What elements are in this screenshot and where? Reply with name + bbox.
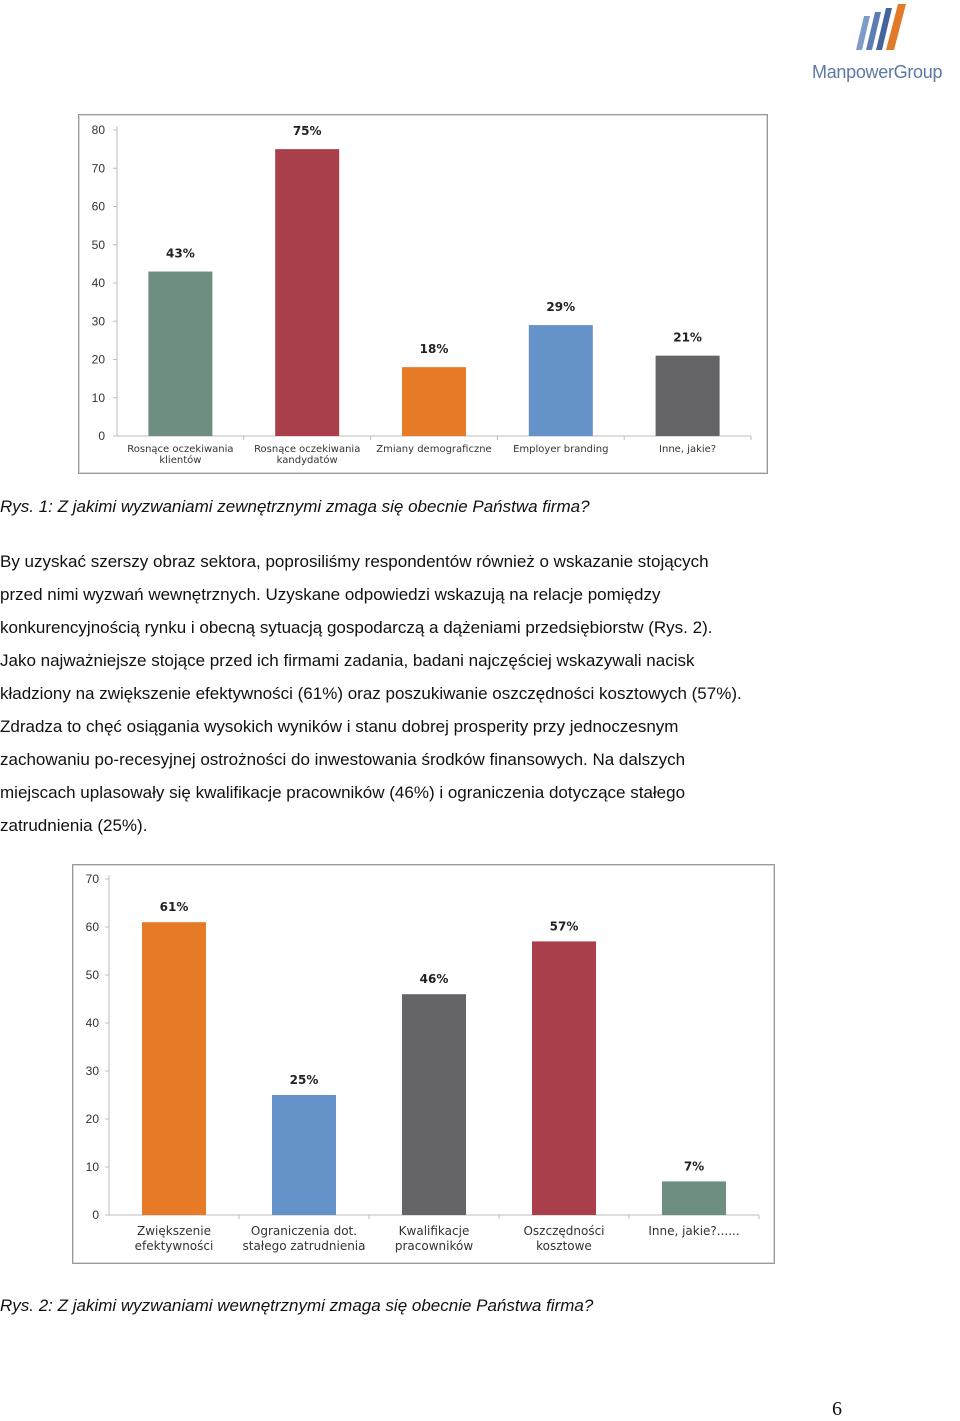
y-tick-label: 0 — [92, 1208, 99, 1222]
x-category-label: Inne, jakie?...... — [648, 1224, 740, 1238]
data-label: 29% — [546, 300, 576, 315]
y-tick-label: 40 — [91, 276, 105, 290]
y-tick-label: 80 — [91, 123, 105, 137]
x-category-label: kandydatów — [276, 455, 338, 466]
body-line: Zdradza to chęć osiągania wysokich wyników i stanu dobrej prosperity przy jednoczesnym — [0, 717, 679, 736]
logo-stripes-icon — [848, 2, 918, 54]
figure-1-caption: Rys. 1: Z jakimi wyzwaniami zewnętrznymi zmaga się obecnie Państwa firma? — [0, 497, 590, 516]
x-category-label: Oszczędności — [523, 1224, 605, 1238]
bar — [142, 922, 206, 1215]
x-category-label: efektywności — [134, 1239, 214, 1253]
bar — [148, 272, 212, 436]
y-tick-label: 20 — [85, 1112, 99, 1126]
data-label: 43% — [166, 246, 195, 261]
bar — [272, 1095, 336, 1215]
bar — [275, 149, 339, 436]
external-challenges-chart-svg — [79, 115, 767, 473]
data-label: 57% — [549, 919, 579, 934]
bar — [532, 941, 596, 1215]
y-tick-label: 60 — [91, 199, 105, 214]
body-line: By uzyskać szerszy obraz sektora, poprosiliśmy respondentów również o wskazanie stojących — [0, 552, 709, 571]
data-label: 61% — [159, 900, 189, 915]
y-tick-label: 0 — [98, 429, 105, 443]
y-tick-label: 10 — [85, 1160, 99, 1174]
page-number: 6 — [832, 1398, 842, 1420]
x-category-label: klientów — [159, 455, 202, 466]
x-category-label: Rosnące oczekiwania — [127, 444, 234, 455]
y-tick-label: 60 — [85, 920, 99, 934]
data-label: 25% — [289, 1073, 319, 1087]
x-category-label: Ograniczenia dot. — [250, 1224, 358, 1238]
data-label: 18% — [419, 342, 449, 357]
bar — [402, 994, 466, 1215]
x-category-label: Rosnące oczekiwania — [254, 444, 361, 455]
x-category-label: Zwiększenie — [137, 1224, 211, 1238]
bar — [529, 325, 593, 436]
body-line: zachowaniu po-recesyjnej ostrożności do inwestowania środków finansowych. Na dalszych — [0, 750, 686, 769]
bar — [402, 367, 466, 436]
body-paragraph — [0, 545, 960, 842]
y-tick-label: 20 — [91, 352, 105, 367]
x-category-label: Kwalifikacje — [398, 1224, 470, 1238]
data-label: 75% — [292, 124, 322, 139]
body-line: Jako najważniejsze stojące przed ich firmami zadania, badani najczęściej wskazywali nacisk — [0, 651, 695, 670]
y-tick-label: 70 — [85, 872, 99, 886]
x-category-label: Inne, jakie? — [659, 444, 717, 455]
y-tick-label: 50 — [85, 968, 99, 982]
external-challenges-chart — [78, 114, 768, 474]
figure-2-caption: Rys. 2: Z jakimi wyzwaniami wewnętrznymi zmaga się obecnie Państwa firma? — [0, 1296, 594, 1315]
y-tick-label: 30 — [85, 1064, 99, 1078]
body-line: przed nimi wyzwań wewnętrznych. Uzyskane odpowiedzi wskazują na relacje pomiędzy — [0, 585, 661, 604]
y-tick-label: 30 — [91, 314, 105, 329]
x-category-label: kosztowe — [536, 1239, 592, 1253]
y-tick-label: 70 — [91, 161, 105, 176]
x-category-label: pracowników — [394, 1239, 474, 1253]
y-tick-label: 10 — [91, 390, 105, 405]
y-tick-label: 40 — [85, 1016, 99, 1030]
data-label: 46% — [419, 972, 449, 987]
body-line: miejscach uplasowały się kwalifikacje pracowników (46%) i ograniczenia dotyczące stałego — [0, 783, 686, 802]
logo-wordmark: ManpowerGroup — [812, 62, 943, 82]
body-line: konkurencyjnością rynku i obecną sytuacją gospodarczą a dążeniami przedsiębiorstw (Rys. 2). — [0, 618, 713, 637]
internal-challenges-chart-svg — [73, 865, 774, 1263]
bar — [662, 1181, 726, 1215]
body-line: zatrudnienia (25%). — [0, 816, 148, 835]
x-category-label: Employer branding — [513, 444, 609, 455]
y-tick-label: 50 — [91, 237, 105, 252]
x-category-label: stałego zatrudnienia — [242, 1239, 366, 1253]
manpowergroup-logo — [800, 0, 960, 90]
body-line: kładziony na zwiększenie efektywności (61%) oraz poszukiwanie oszczędności kosztowych (57%). — [0, 684, 742, 703]
data-label: 7% — [683, 1159, 705, 1174]
bar — [656, 356, 720, 436]
internal-challenges-chart — [72, 864, 775, 1264]
x-category-label: Zmiany demograficzne — [376, 444, 492, 455]
data-label: 21% — [673, 330, 702, 345]
